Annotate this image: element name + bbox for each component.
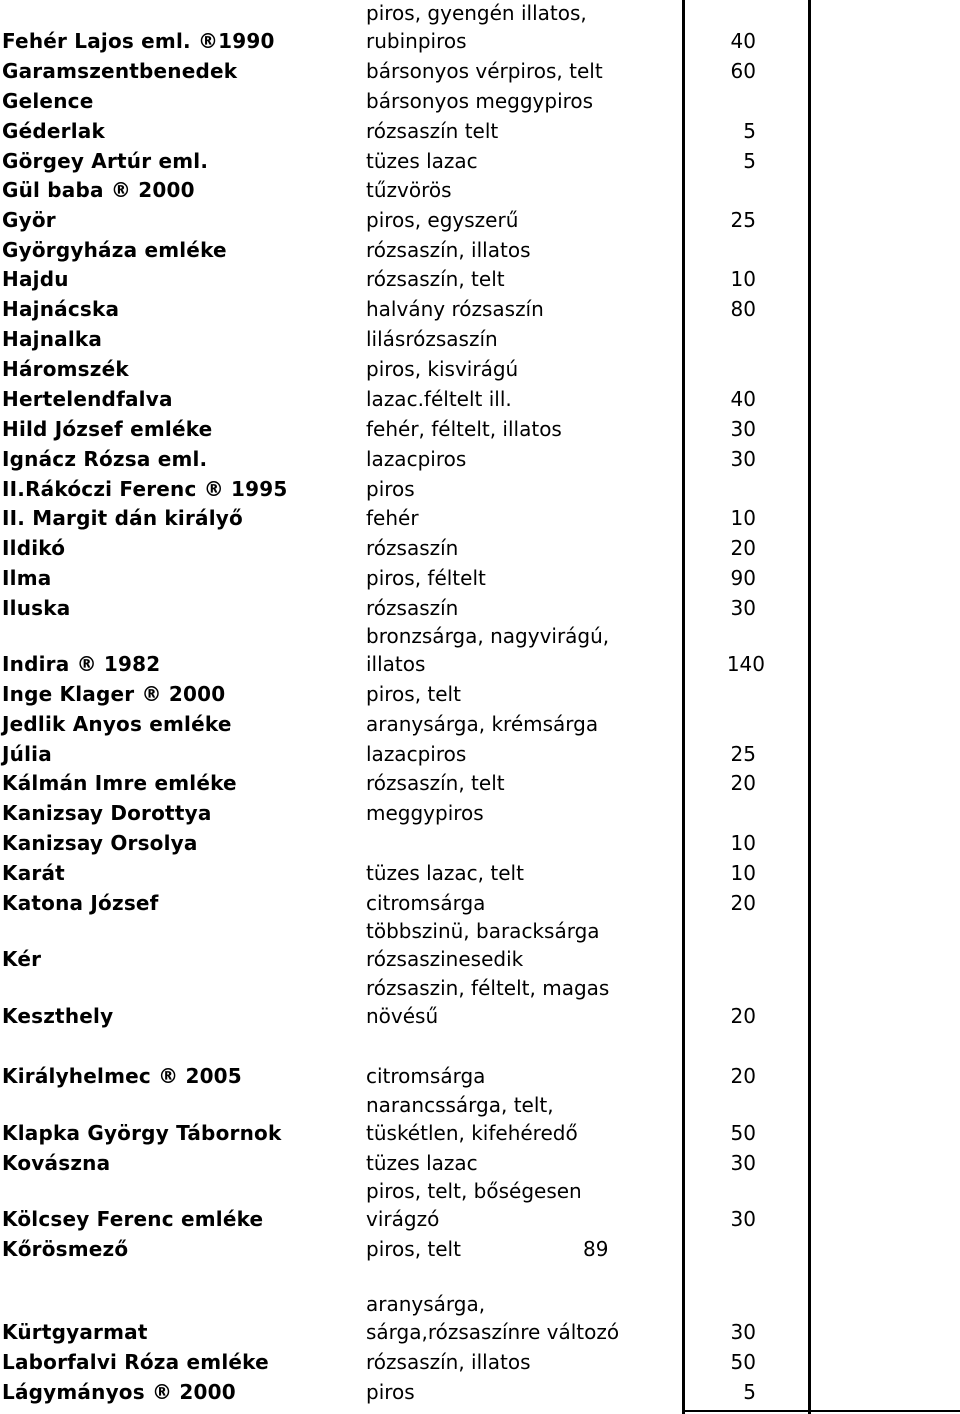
list-item xyxy=(0,534,960,562)
variety-quantity: 10 xyxy=(730,831,756,855)
variety-description: piros, kisvirágú xyxy=(366,357,519,381)
variety-description: lazacpiros xyxy=(366,447,467,471)
list-item xyxy=(0,740,960,768)
variety-quantity: 30 xyxy=(730,417,756,441)
variety-description: citromsárga xyxy=(366,1064,486,1088)
variety-quantity: 60 xyxy=(730,59,756,83)
variety-description: rózsaszín, telt xyxy=(366,771,505,795)
variety-description: piros, gyengén illatos, rubinpiros xyxy=(366,1,587,53)
variety-description: bársonyos meggypiros xyxy=(366,89,594,113)
table-border-right xyxy=(808,0,811,1414)
variety-name: Lágymányos ® 2000 xyxy=(2,1380,236,1404)
variety-name: Ildikó xyxy=(2,536,66,560)
list-item xyxy=(0,710,960,738)
variety-description: rózsaszín xyxy=(366,596,459,620)
variety-description: rózsaszin, féltelt, magas növésű xyxy=(366,976,610,1028)
variety-description: tüzes lazac xyxy=(366,1151,478,1175)
variety-description: lazac.féltelt ill. xyxy=(366,387,512,411)
variety-name: Gelence xyxy=(2,89,94,113)
list-item xyxy=(0,295,960,323)
variety-name: Györgyháza emléke xyxy=(2,238,227,262)
variety-name: Júlia xyxy=(2,742,52,766)
variety-name: Hajnalka xyxy=(2,327,103,351)
list-item xyxy=(0,57,960,85)
variety-description: fehér, féltelt, illatos xyxy=(366,417,562,441)
variety-quantity: 50 xyxy=(730,1350,756,1374)
variety-quantity: 20 xyxy=(730,891,756,915)
table-border-left xyxy=(682,0,685,1414)
variety-name: Jedlik Anyos emléke xyxy=(2,712,232,736)
list-item xyxy=(0,206,960,234)
variety-quantity: 40 xyxy=(730,29,756,53)
variety-description: piros xyxy=(366,1380,415,1404)
variety-description: bársonyos vérpiros, telt xyxy=(366,59,603,83)
variety-description: narancssárga, telt, tüskétlen, kifehéredő xyxy=(366,1093,578,1145)
variety-name: Hajdu xyxy=(2,267,69,291)
variety-quantity: 40 xyxy=(730,387,756,411)
list-item xyxy=(0,325,960,353)
variety-name: Háromszék xyxy=(2,357,129,381)
variety-quantity: 30 xyxy=(730,1151,756,1175)
variety-name: Karát xyxy=(2,861,65,885)
variety-description: piros, telt xyxy=(366,682,461,706)
variety-name: Laborfalvi Róza emléke xyxy=(2,1350,269,1374)
variety-quantity: 10 xyxy=(730,861,756,885)
list-item xyxy=(0,622,960,678)
variety-description: rózsaszín, illatos xyxy=(366,238,531,262)
list-item xyxy=(0,769,960,797)
list-item xyxy=(0,236,960,264)
variety-name: Géderlak xyxy=(2,119,105,143)
variety-quantity: 30 xyxy=(730,1207,756,1231)
variety-quantity: 20 xyxy=(730,536,756,560)
list-item xyxy=(0,385,960,413)
list-item xyxy=(0,1177,960,1233)
variety-description: meggypiros xyxy=(366,801,484,825)
list-item xyxy=(0,889,960,917)
variety-description: lilásrózsaszín xyxy=(366,327,498,351)
variety-description: piros, egyszerű xyxy=(366,208,519,232)
variety-quantity: 30 xyxy=(730,1320,756,1344)
variety-name: Kőrösmező xyxy=(2,1237,129,1261)
list-item xyxy=(0,117,960,145)
list-item xyxy=(0,415,960,443)
variety-description: tüzes lazac, telt xyxy=(366,861,524,885)
list-item xyxy=(0,475,960,503)
variety-name: Hajnácska xyxy=(2,297,120,321)
list-item xyxy=(0,265,960,293)
list-item xyxy=(0,0,960,55)
list-item xyxy=(0,1348,960,1376)
list-item xyxy=(0,355,960,383)
list-item xyxy=(0,974,960,1030)
variety-name: Iluska xyxy=(2,596,71,620)
variety-quantity: 80 xyxy=(730,297,756,321)
variety-description: piros, telt xyxy=(366,1237,461,1261)
list-item xyxy=(0,147,960,175)
variety-quantity: 90 xyxy=(730,566,756,590)
variety-name: Inge Klager ® 2000 xyxy=(2,682,226,706)
variety-quantity: 25 xyxy=(730,208,756,232)
variety-name: Kálmán Imre emléke xyxy=(2,771,237,795)
variety-description: rózsaszín, telt xyxy=(366,267,505,291)
variety-name: Gül baba ® 2000 xyxy=(2,178,195,202)
list-item xyxy=(0,1235,960,1263)
variety-quantity: 25 xyxy=(730,742,756,766)
variety-name: Györ xyxy=(2,208,56,232)
variety-quantity: 10 xyxy=(730,506,756,530)
variety-description: tűzvörös xyxy=(366,178,452,202)
list-item xyxy=(0,799,960,827)
variety-name: Katona József xyxy=(2,891,159,915)
variety-name: Hertelendfalva xyxy=(2,387,173,411)
variety-name: Keszthely xyxy=(2,1004,114,1028)
variety-name: Ilma xyxy=(2,566,52,590)
variety-description: piros xyxy=(366,477,415,501)
variety-description: citromsárga xyxy=(366,891,486,915)
variety-description: piros, féltelt xyxy=(366,566,486,590)
variety-quantity: 140 xyxy=(726,652,765,676)
variety-quantity: 20 xyxy=(730,1064,756,1088)
variety-name: Királyhelmec ® 2005 xyxy=(2,1064,242,1088)
variety-name: Indira ® 1982 xyxy=(2,652,161,676)
variety-name: Klapka György Tábornok xyxy=(2,1121,282,1145)
list-item xyxy=(0,917,960,973)
list-item xyxy=(0,829,960,857)
list-item xyxy=(0,176,960,204)
variety-description: aranysárga, sárga,rózsaszínre változó xyxy=(366,1292,620,1344)
variety-quantity: 20 xyxy=(730,771,756,795)
variety-name: II.Rákóczi Ferenc ® 1995 xyxy=(2,477,288,501)
list-item xyxy=(0,87,960,115)
variety-description: aranysárga, krémsárga xyxy=(366,712,599,736)
variety-name: Garamszentbenedek xyxy=(2,59,238,83)
variety-name: Görgey Artúr eml. xyxy=(2,149,209,173)
variety-description: rózsaszín, illatos xyxy=(366,1350,531,1374)
variety-quantity: 30 xyxy=(730,596,756,620)
variety-name: Hild József emléke xyxy=(2,417,213,441)
variety-quantity: 5 xyxy=(743,1380,756,1404)
list-item xyxy=(0,859,960,887)
variety-description: bronzsárga, nagyvirágú, illatos xyxy=(366,624,610,676)
list-item xyxy=(0,1062,960,1090)
variety-name: Kölcsey Ferenc emléke xyxy=(2,1207,264,1231)
table-border-bottom xyxy=(682,1410,960,1412)
variety-quantity: 5 xyxy=(743,119,756,143)
variety-name: Fehér Lajos eml. ®1990 xyxy=(2,29,275,53)
variety-name: Kürtgyarmat xyxy=(2,1320,148,1344)
list-item xyxy=(0,445,960,473)
list-item xyxy=(0,594,960,622)
variety-description: piros, telt, bőségesen virágzó xyxy=(366,1179,582,1231)
list-item xyxy=(0,1290,960,1346)
list-item xyxy=(0,564,960,592)
list-item xyxy=(0,1378,960,1406)
variety-name: Kanizsay Orsolya xyxy=(2,831,198,855)
variety-description: lazacpiros xyxy=(366,742,467,766)
variety-quantity: 5 xyxy=(743,149,756,173)
variety-name: Kér xyxy=(2,947,42,971)
variety-name: Kovászna xyxy=(2,1151,111,1175)
list-item xyxy=(0,1091,960,1147)
variety-description: rózsaszín xyxy=(366,536,459,560)
list-item xyxy=(0,504,960,532)
variety-name: Ignácz Rózsa eml. xyxy=(2,447,208,471)
page-number: 89 xyxy=(583,1237,609,1261)
variety-quantity: 50 xyxy=(730,1121,756,1145)
variety-description: fehér xyxy=(366,506,419,530)
list-item xyxy=(0,1149,960,1177)
variety-quantity: 30 xyxy=(730,447,756,471)
variety-description: halvány rózsaszín xyxy=(366,297,544,321)
variety-description: tüzes lazac xyxy=(366,149,478,173)
variety-name: II. Margit dán királyő xyxy=(2,506,243,530)
variety-description: rózsaszín telt xyxy=(366,119,499,143)
variety-quantity: 10 xyxy=(730,267,756,291)
variety-description: többszinü, baracksárga rózsaszinesedik xyxy=(366,919,600,971)
variety-quantity: 20 xyxy=(730,1004,756,1028)
variety-name: Kanizsay Dorottya xyxy=(2,801,212,825)
list-item xyxy=(0,680,960,708)
